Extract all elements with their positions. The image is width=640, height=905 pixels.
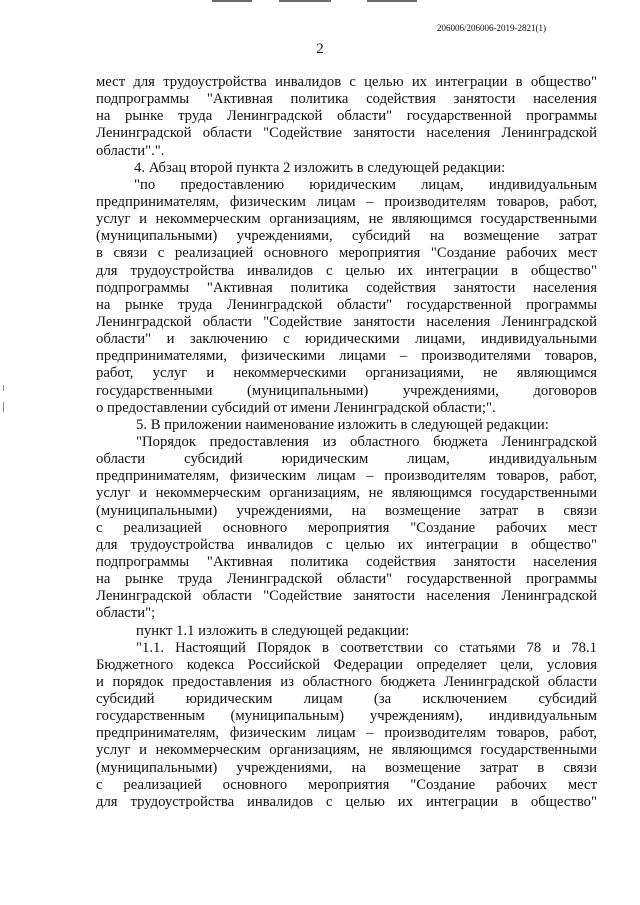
text-line: предпринимателям, физическим лицам – производителям товаров, работ, [96,468,597,485]
text-line: услуг и некоммерческим организациям, не являющимся государственными [96,742,597,759]
text-line: услуг и некоммерческим организациям, не являющимся государственными [96,211,597,228]
text-line: на рынке труда Ленинградской области" государственной программы [96,571,597,588]
margin-mark [3,385,4,391]
text-line: (муниципальными) учреждениями, на возмещение затрат в связи [96,502,597,519]
text-line: Ленинградской области "Содействие занятости населения Ленинградской [96,588,597,605]
paragraph-heading: пункт 1.1 изложить в следующей редакции: [136,622,410,639]
margin-mark [3,402,4,412]
text-line: с реализацией основного мероприятия "Создание рабочих мест [96,776,597,793]
document-id: 206006/206006-2019-2821(1) [437,23,546,33]
scan-artifact [367,0,417,2]
scan-artifact [212,0,252,2]
text-line: работ, услуг и некоммерческими организациями, не являющимся [96,365,597,382]
text-line: (муниципальными) учреждениями, на возмещение затрат в связи [96,759,597,776]
text-line: услуг и некоммерческим организациям, не являющимся государственными [96,485,597,502]
text-line: подпрограммы "Активная политика содействия занятости населения [96,91,597,108]
text-line: на рынке труда Ленинградской области" государственной программы [96,296,597,313]
text-line: государственным (муниципальным) учреждениям), индивидуальным [96,708,597,725]
text-line: (муниципальными) учреждениями, субсидий на возмещение затрат [96,228,597,245]
text-line: Ленинградской области "Содействие занятости населения Ленинградской [96,125,597,142]
page-number: 2 [316,41,324,57]
text-line: области" и заключению с юридическими лицами, индивидуальными [96,331,597,348]
text-line: подпрограммы "Активная политика содействия занятости населения [96,279,597,296]
text-line: с реализацией основного мероприятия "Создание рабочих мест [96,519,597,536]
text-line: "1.1. Настоящий Порядок в соответствии со статьями 78 и 78.1 [136,639,597,656]
text-line: области"; [96,605,156,622]
text-line: о предоставлении субсидий от имени Ленинградской области;". [96,399,496,416]
text-line: в связи с реализацией основного мероприятия "Создание рабочих мест [96,245,597,262]
scan-artifact [279,0,331,2]
paragraph-heading: 5. В приложении наименование изложить в следующей редакции: [136,416,549,433]
text-line: для трудоустройства инвалидов с целью их интеграции в общество" [96,536,597,553]
text-line: предпринимателям, физическим лицам – производителям товаров, работ, [96,193,597,210]
text-line: "Порядок предоставления из областного бюджета Ленинградской [136,433,597,450]
text-line: и порядок предоставления из областного бюджета Ленинградской области [96,673,597,690]
text-line: подпрограммы "Активная политика содействия занятости населения [96,553,597,570]
text-line: на рынке труда Ленинградской области" государственной программы [96,108,597,125]
paragraph-heading: 4. Абзац второй пункта 2 изложить в следующей редакции: [134,159,506,176]
text-line: Бюджетного кодекса Российской Федерации определяет цели, условия [96,656,597,673]
text-line: для трудоустройства инвалидов с целью их интеграции в общество" [96,793,597,810]
text-line: государственными (муниципальными) учреждениями, договоров [96,382,597,399]
text-line: предпринимателям, физическим лицам – производителям товаров, работ, [96,725,597,742]
text-line: субсидий юридическим лицам (за исключением субсидий [96,691,597,708]
text-line: области".". [96,142,165,159]
document-body [96,74,597,811]
text-line: "по предоставлению юридическим лицам, индивидуальным [134,176,597,193]
text-line: области субсидий юридическим лицам, индивидуальным [96,451,597,468]
text-line: Ленинградской области "Содействие занятости населения Ленинградской [96,313,597,330]
text-line: для трудоустройства инвалидов с целью их интеграции в общество" [96,262,597,279]
text-line: мест для трудоустройства инвалидов с целью их интеграции в общество" [96,74,597,90]
text-line: предпринимателями, физическими лицами – производителями товаров, [96,348,597,365]
